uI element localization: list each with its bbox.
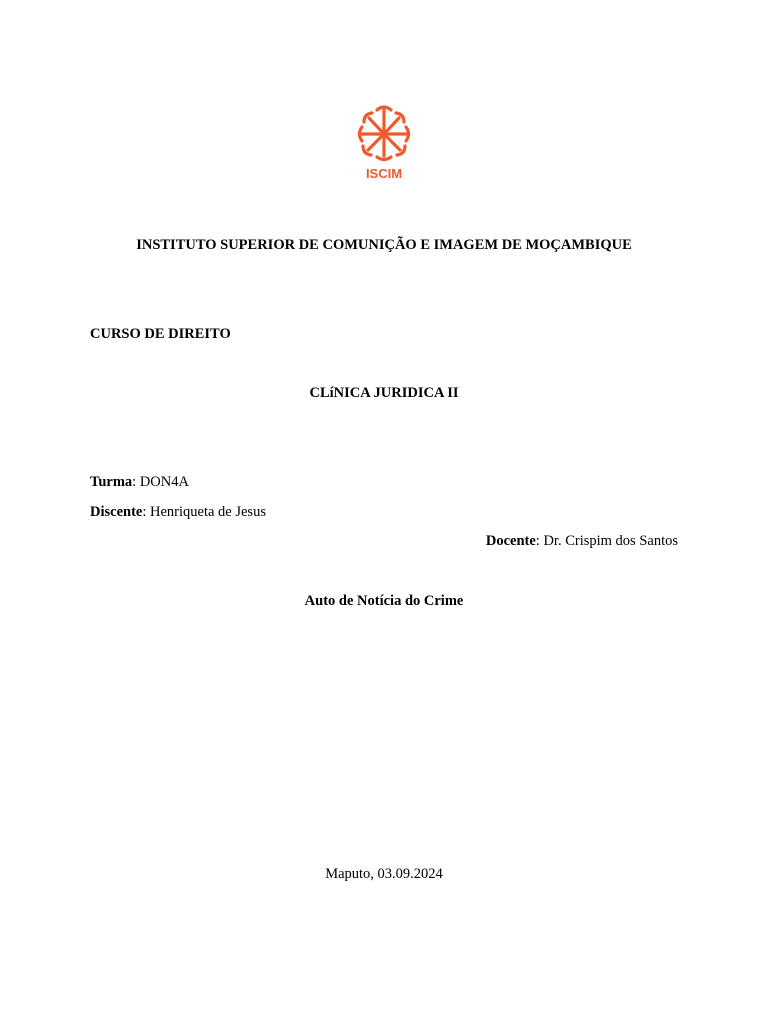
topic-title: Auto de Notícia do Crime: [304, 593, 464, 609]
turma-label: Turma: [90, 474, 133, 490]
docente-value: : Dr. Crispim dos Santos: [535, 533, 678, 549]
iscim-emblem-icon: [344, 98, 424, 190]
course-name: CURSO DE DIREITO: [90, 326, 231, 342]
institution-title: INSTITUTO SUPERIOR DE COMUNIÇÃO E IMAGEM DE MOÇAMBIQUE: [136, 237, 632, 253]
docente-line: [486, 532, 678, 550]
logo-wordmark: ISCIM: [365, 166, 403, 181]
iscim-logo: [344, 98, 424, 190]
discente-label: Discente: [90, 504, 143, 520]
turma-value: : DON4A: [132, 474, 189, 490]
place-date: Maputo, 03.09.2024: [325, 866, 443, 882]
discente-value: : Henriqueta de Jesus: [142, 504, 266, 520]
docente-label: Docente: [485, 533, 536, 549]
discente-line: [90, 503, 266, 521]
discipline-name: CLíNICA JURIDICA II: [309, 385, 459, 401]
turma-line: [90, 473, 189, 491]
